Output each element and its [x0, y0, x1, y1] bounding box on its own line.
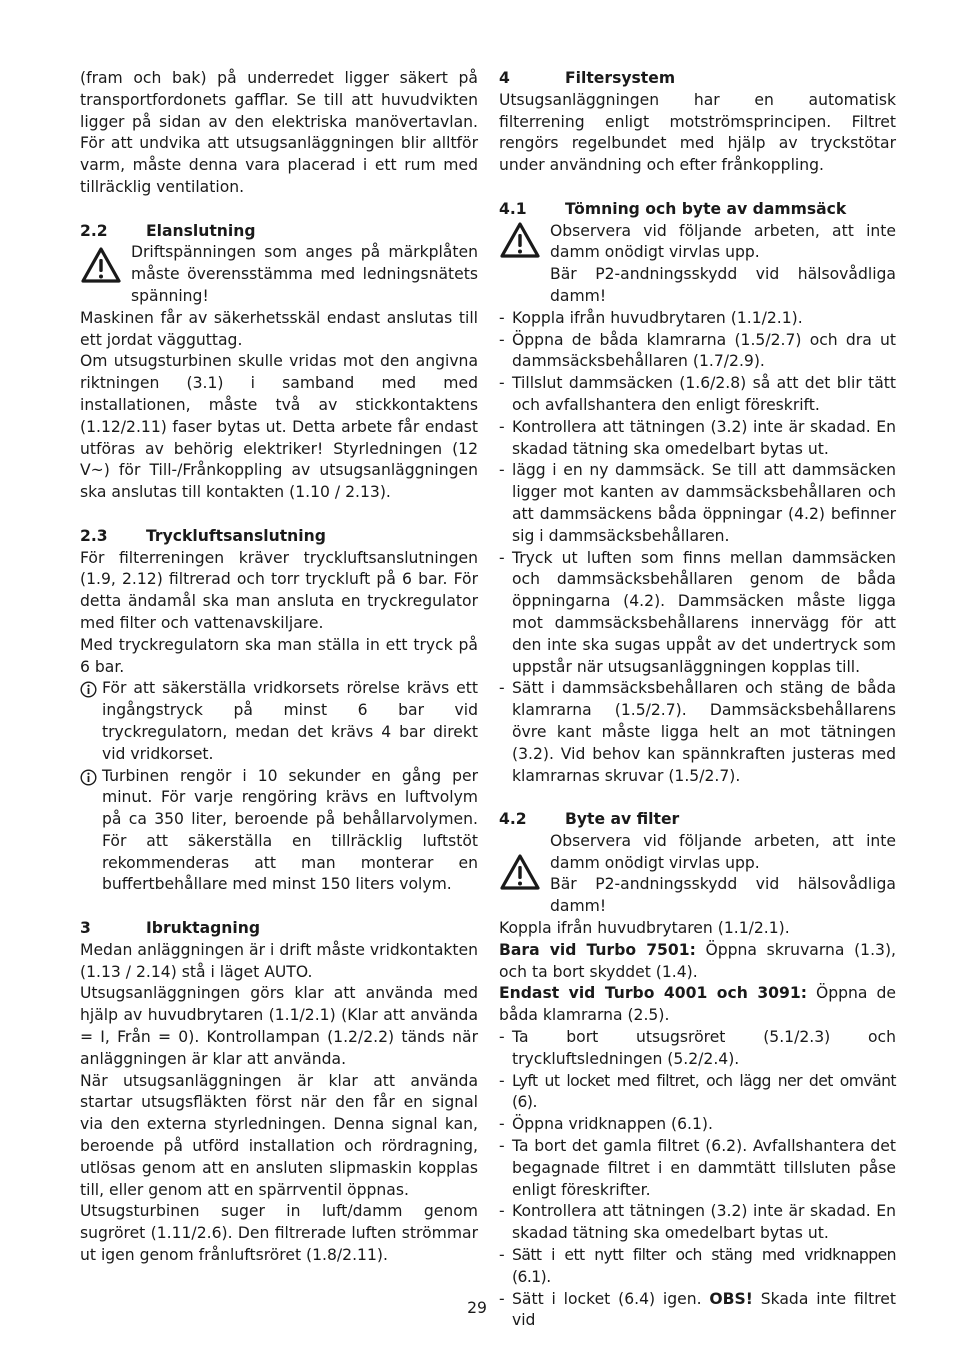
page-number: 29 — [467, 1299, 487, 1317]
paragraph: Endast vid Turbo 4001 och 3091: Öppna de båda klamrarna (2.5). — [499, 984, 896, 1025]
info-note — [80, 766, 478, 897]
paragraph: Utsugsanläggningen görs klar att använda med hjälp av huvudbrytaren (1.1/2.1) (Klar att använda = I, Från = 0). Kontrollampan (1.2/2.2) tänds när anläggningen är klar att använda. — [80, 984, 478, 1068]
warning-text: Bär P2-andningsskydd vid hälsovådliga damm! — [550, 265, 896, 305]
list-item: - Ta bort utsugsröret (5.1/2.3) och tryckluftsledningen (5.2/2.4). — [499, 1027, 896, 1071]
warning-text: Bär P2-andningsskydd vid hälsovådliga damm! — [550, 875, 896, 916]
paragraph: Medan anläggningen är i drift måste vridkontakten (1.13 / 2.14) stå i läget AUTO. — [80, 940, 478, 981]
right-column — [499, 68, 896, 1332]
info-text: För att säkerställa vridkorsets rörelse krävs ett ingångstryck på minst 6 bar vid tryckregulatorn, medan det krävs 4 bar direkt vid vridkorset. — [102, 679, 478, 763]
dash-list — [499, 308, 896, 788]
list-item: - Koppla ifrån huvudbrytaren (1.1/2.1). — [499, 308, 896, 330]
list-item: - lägg i en ny dammsäck. Se till att dammsäcken ligger mot kanten av dammsäcksbehållaren och att dammsäckens båda öppningar (4.2) befinner sig i dammsäcksbehållaren. — [499, 460, 896, 547]
paragraph: Utsugsanläggningen har en automatisk filterrening enligt motströmsprincipen. Filtret rengörs regelbundet med hjälp av tryckstötar under användning och efter frånkoppling. — [499, 90, 896, 175]
paragraph: För filterreningen kräver tryckluftsanslutningen (1.9, 2.12) filtrerad och torr tryckluft på 6 bar. För detta ändamål ska man ansluta en tryckregulator med filter och vattenavskiljare. — [80, 548, 478, 632]
paragraph: Bara vid Turbo 7501: Öppna skruvarna (1.3), och ta bort skyddet (1.4). — [499, 940, 896, 981]
list-item: - Lyft ut locket med filtret, och lägg ner det omvänt (6). — [499, 1071, 896, 1115]
left-column — [80, 68, 478, 1267]
warning-block — [499, 221, 896, 308]
info-icon — [80, 769, 97, 786]
warning-text: Observera vid följande arbeten, att inte damm onödigt virvlas upp. — [550, 831, 896, 872]
list-item: - Sätt i locket (6.4) igen. OBS! Skada inte filtret vid — [499, 1289, 896, 1333]
paragraph: Koppla ifrån huvudbrytaren (1.1/2.1). — [499, 919, 790, 938]
warning-triangle-icon — [80, 246, 122, 284]
warning-block — [80, 242, 478, 307]
dash-list — [499, 1027, 896, 1332]
list-item: - Öppna vridknappen (6.1). — [499, 1114, 896, 1136]
paragraph: Med tryckregulatorn ska man ställa in ett tryck på 6 bar. — [80, 635, 478, 676]
warning-block — [499, 831, 896, 918]
info-note — [80, 678, 478, 765]
paragraph: Utsugsturbinen suger in luft/damm genom sugröret (1.11/2.6). Den filtrerade luften strömmar ut igen genom frånluftsröret (1.8/2.11). — [80, 1202, 478, 1265]
intro-paragraph: (fram och bak) på underredet ligger säkert på transportfordonets gafflar. Se till att huvudvikten ligger på sidan av den elektriska manövertavlan. För att undvika att utsugsanläggningen blir alltför varm, måste denna vara placerad i ett rum med tillräcklig ventilation. — [80, 69, 478, 196]
list-item: - Sätt i ett nytt filter och stäng med vridknappen (6.1). — [499, 1245, 896, 1289]
section-4-heading: 4 Filtersystem — [499, 69, 676, 87]
section-2-3-heading: 2.3 Tryckluftsanslutning — [80, 526, 326, 545]
list-item: - Tillslut dammsäcken (1.6/2.8) så att det blir tätt och avfallshantera den enligt föreskrift. — [499, 373, 896, 417]
paragraph: Om utsugsturbinen skulle vridas mot den angivna riktningen (3.1) i samband med med installationen, måste två av stickkontaktens (1.12/2.11) faser bytas ut. Detta arbete får endast utföras av behörig elektriker! Styrledningen (12 V~) för Till-/Frånkoppling av utsugsanläggningen ska anslutas till kontakten (1.10 / 2.13). — [80, 352, 478, 502]
list-item: - Kontrollera att tätningen (3.2) inte är skadad. En skadad tätning ska omedelbart bytas ut. — [499, 417, 896, 461]
warning-text: Driftspänningen som anges på märkplåten måste överensstämma med ledningsnätets spänning! — [131, 243, 478, 305]
info-icon — [80, 681, 97, 698]
paragraph: Maskinen får av säkerhetsskäl endast anslutas till ett jordat vägguttag. — [80, 308, 478, 349]
warning-text: Observera vid följande arbeten, att inte damm onödigt virvlas upp. — [550, 221, 896, 262]
section-4-2-heading: 4.2 Byte av filter — [499, 810, 680, 829]
warning-triangle-icon — [499, 853, 541, 891]
section-2-2-heading: 2.2 Elanslutning — [80, 221, 256, 240]
list-item: - Ta bort det gamla filtret (6.2). Avfallshantera det begagnade filtret i en dammtätt tillsluten påse enligt föreskrifter. — [499, 1136, 896, 1201]
list-item: - Kontrollera att tätningen (3.2) inte är skadad. En skadad tätning ska omedelbart bytas ut. — [499, 1201, 896, 1245]
section-3-heading: 3 Ibruktagning — [80, 919, 260, 938]
section-4-1-heading: 4.1 Tömning och byte av dammsäck — [499, 199, 847, 218]
list-item: - Sätt i dammsäcksbehållaren och stäng de båda klamrarna (1.5/2.7). Dammsäcksbehållarens övre kant måste ligga helt an mot tätningen (3.2). Vid behov kan spännkraften justeras med klamrarnas skruvar (1.5/2.7). — [499, 678, 896, 787]
paragraph: När utsugsanläggningen är klar att använda startar utsugsfläkten först när den får en signal via den externa styrledningen. Denna signal kan, beroende på utförd installation och rördragning, utlösas genom att en ansluten slipmaskin kopplas till, eller genom att en spärrventil öppnas. — [80, 1071, 478, 1199]
list-item: - Öppna de båda klamrarna (1.5/2.7) och dra ut dammsäcksbehållaren (1.7/2.9). — [499, 330, 896, 374]
info-text: Turbinen rengör i 10 sekunder en gång per minut. För varje rengöring krävs en luftvolym på ca 350 liter, beroende på behållarvolymen. För att säkerställa en tillräcklig luftstöt rekommenderas att man monterar en buffertbehållare med minst 150 liters volym. — [102, 766, 478, 894]
warning-triangle-icon — [499, 221, 541, 259]
list-item: - Tryck ut luften som finns mellan dammsäcken och dammsäcksbehållaren genom de båda öppningarna (4.2). Dammsäcken måste ligga mot dammsäcksbehållarens innervägg för att den inte ska sugas uppåt av det undertryck som uppstår när utsugsanläggningen kopplas till. — [499, 548, 896, 679]
